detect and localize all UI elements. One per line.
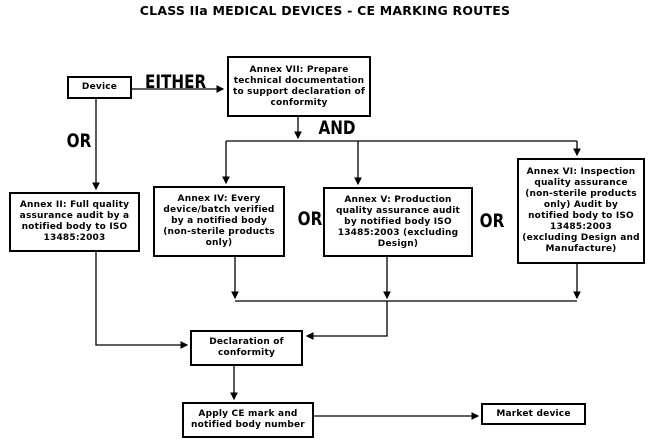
node-annex-iv bbox=[153, 186, 285, 257]
node-apply-ce-mark bbox=[182, 402, 314, 438]
node-annex-iv-label: Annex IV: Every device/batch verified by a notified body (non-sterile products only) bbox=[163, 194, 275, 248]
node-annex-v bbox=[323, 187, 473, 257]
node-declaration bbox=[190, 330, 303, 366]
node-declaration-label: Declaration of conformity bbox=[209, 337, 284, 358]
node-annex-vii-label: Annex VII: Prepare technical documentation to support declaration of conformity bbox=[232, 64, 366, 108]
edge-label-or-mid-1: OR bbox=[297, 208, 323, 230]
node-annex-vi-label: Annex VI: Inspection quality assurance (non-sterile products only) Audit by notified body to ISO 13485:2003 (excluding Design and Manufacture) bbox=[522, 167, 640, 254]
node-annex-vi bbox=[517, 158, 645, 264]
node-device bbox=[67, 76, 132, 99]
node-device-label: Device bbox=[81, 82, 118, 92]
edge-label-either: EITHER bbox=[145, 71, 207, 93]
node-market-device-label: Market device bbox=[496, 408, 571, 419]
node-annex-ii bbox=[9, 192, 140, 252]
node-annex-vii bbox=[227, 56, 371, 117]
node-market-device bbox=[481, 403, 586, 425]
edge-label-and: AND bbox=[318, 117, 356, 139]
node-annex-ii-label: Annex II: Full quality assurance audit by a notified body to ISO 13485:2003 bbox=[19, 200, 130, 243]
node-apply-ce-mark-label: Apply CE mark and notified body number bbox=[191, 409, 305, 430]
node-annex-v-label: Annex V: Production quality assurance audit by notified body ISO 13485:2003 (excluding Design) bbox=[336, 194, 460, 249]
edge-label-or-mid-2: OR bbox=[479, 210, 505, 232]
edge-label-or-top: OR bbox=[66, 130, 92, 152]
page-title: CLASS IIa MEDICAL DEVICES - CE MARKING ROUTES bbox=[139, 3, 511, 18]
